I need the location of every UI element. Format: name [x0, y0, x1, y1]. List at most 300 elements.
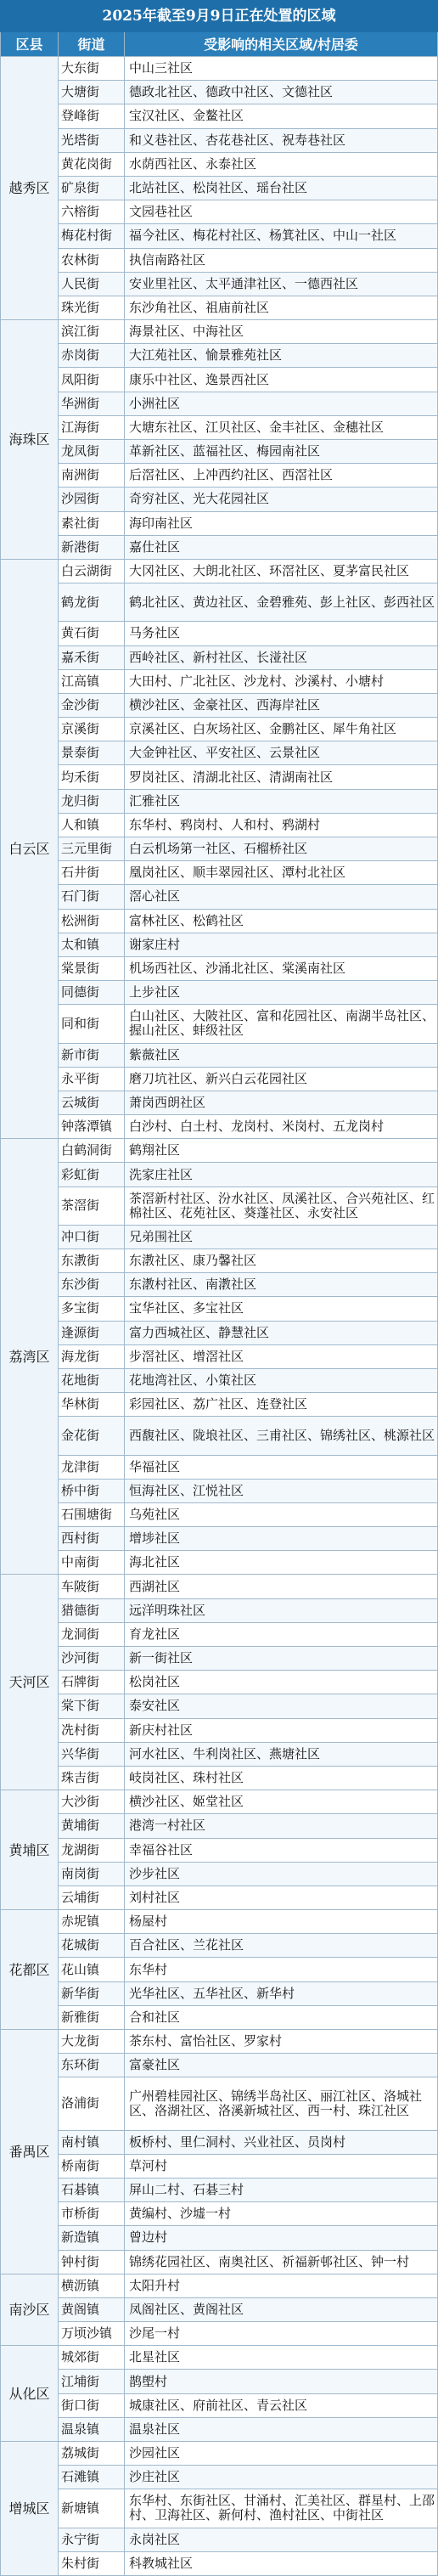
table-row: [1, 511, 438, 535]
affected-areas-cell: 兄弟围社区: [125, 1225, 438, 1249]
affected-areas-cell: 华福社区: [125, 1455, 438, 1479]
table-row: [1, 1163, 438, 1187]
table-row: [1, 2154, 438, 2178]
street-cell: 龙凤街: [59, 440, 125, 464]
street-cell: 农林街: [59, 248, 125, 272]
affected-areas-cell: 新庆村社区: [125, 1718, 438, 1742]
street-cell: 均禾街: [59, 765, 125, 789]
table-row: [1, 488, 438, 511]
affected-areas-cell: 北站社区、松岗社区、瑶台社区: [125, 176, 438, 200]
affected-areas-cell: 合和社区: [125, 2005, 438, 2029]
affected-areas-cell: 水荫西社区、永泰社区: [125, 152, 438, 176]
table-row: [1, 1393, 438, 1417]
street-cell: 江高镇: [59, 669, 125, 693]
street-cell: 多宝街: [59, 1297, 125, 1321]
street-cell: 人民街: [59, 272, 125, 296]
street-cell: 同德街: [59, 981, 125, 1005]
street-cell: 龙湖街: [59, 1838, 125, 1862]
table-row: [1, 1502, 438, 1526]
street-cell: 松洲街: [59, 909, 125, 933]
affected-areas-cell: 罗岗社区、清湖北社区、清湖南社区: [125, 765, 438, 789]
affected-areas-cell: 海印南社区: [125, 511, 438, 535]
table-row: [1, 535, 438, 559]
street-cell: 钟村街: [59, 2250, 125, 2274]
street-cell: 桥南街: [59, 2154, 125, 2178]
table-row: [1, 1417, 438, 1455]
street-cell: 嘉禾街: [59, 645, 125, 669]
table-row: [1, 296, 438, 319]
affected-areas-cell: 磨刀坑社区、新兴白云花园社区: [125, 1067, 438, 1091]
street-cell: 华洲街: [59, 392, 125, 415]
street-cell: 江海街: [59, 415, 125, 439]
district-cell: 天河区: [1, 1575, 59, 1790]
affected-areas-cell: 机场西社区、沙涌北社区、棠溪南社区: [125, 956, 438, 980]
affected-areas-cell: 紫薇社区: [125, 1043, 438, 1067]
affected-areas-cell: 中山三社区: [125, 57, 438, 81]
affected-areas-cell: 彩园社区、荔广社区、连登社区: [125, 1393, 438, 1417]
street-cell: 彩虹街: [59, 1163, 125, 1187]
table-row: [1, 1910, 438, 1934]
affected-areas-cell: 大塘东社区、江贝社区、金丰社区、金穗社区: [125, 415, 438, 439]
affected-areas-cell: 洗家庄社区: [125, 1163, 438, 1187]
street-cell: 太和镇: [59, 933, 125, 956]
table-row: [1, 1671, 438, 1694]
street-cell: 石围塘街: [59, 1502, 125, 1526]
street-cell: 鹤龙街: [59, 583, 125, 622]
table-row: [1, 200, 438, 224]
affected-areas-cell: 西湖社区: [125, 1575, 438, 1598]
street-cell: 景泰街: [59, 741, 125, 765]
street-cell: 光塔街: [59, 128, 125, 152]
affected-areas-cell: 鹤翔社区: [125, 1139, 438, 1163]
street-cell: 猎德街: [59, 1598, 125, 1622]
street-cell: 登峰街: [59, 104, 125, 128]
affected-areas-cell: 马务社区: [125, 622, 438, 645]
table-row: [1, 1598, 438, 1622]
table-row: [1, 1321, 438, 1344]
street-cell: 东沙街: [59, 1273, 125, 1297]
table-row: [1, 415, 438, 439]
affected-areas-cell: 鹤北社区、黄边社区、金碧雅苑、彭上社区、彭西社区: [125, 583, 438, 622]
affected-areas-cell: 小洲社区: [125, 392, 438, 415]
street-cell: 花山镇: [59, 1958, 125, 1981]
table-row: [1, 81, 438, 104]
affected-areas-cell: 锦绣花园社区、南奥社区、祈福新邨社区、钟一村: [125, 2250, 438, 2274]
table-row: [1, 2489, 438, 2528]
district-cell: 花都区: [1, 1910, 59, 2030]
table-row: [1, 645, 438, 669]
affected-areas-cell: 嘉仕社区: [125, 535, 438, 559]
table-row: [1, 2226, 438, 2250]
table-row: [1, 559, 438, 583]
street-cell: 兴华街: [59, 1742, 125, 1766]
table-row: [1, 693, 438, 717]
street-cell: 永宁街: [59, 2528, 125, 2551]
affected-areas-cell: 东华村、鸦岗村、人和村、鸦湖村: [125, 813, 438, 837]
affected-areas-cell: 科教城社区: [125, 2551, 438, 2575]
table-row: [1, 885, 438, 909]
affected-areas-cell: 沙尾一村: [125, 2322, 438, 2346]
table-row: [1, 1575, 438, 1598]
affected-areas-cell: 远洋明珠社区: [125, 1598, 438, 1622]
district-cell: 番禺区: [1, 2030, 59, 2274]
affected-areas-cell: 温泉社区: [125, 2417, 438, 2441]
affected-areas-cell: 乌苑社区: [125, 1502, 438, 1526]
table-row: [1, 789, 438, 813]
table-row: [1, 1455, 438, 1479]
affected-areas-cell: 沙步社区: [125, 1862, 438, 1885]
street-cell: 城郊街: [59, 2346, 125, 2370]
affected-areas-cell: 和义巷社区、杏花巷社区、祝寿巷社区: [125, 128, 438, 152]
street-cell: 沙河街: [59, 1647, 125, 1671]
street-cell: 西村街: [59, 1527, 125, 1551]
affected-areas-cell: 执信南路社区: [125, 248, 438, 272]
table-row: [1, 933, 438, 956]
table-row: [1, 272, 438, 296]
table-row: [1, 1718, 438, 1742]
affected-areas-cell: 广州碧桂园社区、锦绣半岛社区、丽江社区、洛城社区、洛湖社区、洛溪新城社区、西一村、珠江社区: [125, 2077, 438, 2130]
street-cell: 矿泉街: [59, 176, 125, 200]
affected-areas-cell: 白山社区、大陂社区、富和花园社区、南湖半岛社区、握山社区、蚌级社区: [125, 1005, 438, 1043]
table-row: [1, 368, 438, 392]
street-cell: 江埔街: [59, 2370, 125, 2393]
table-row: [1, 765, 438, 789]
street-cell: 云城街: [59, 1091, 125, 1114]
street-cell: 京溪街: [59, 718, 125, 741]
affected-areas-cell: 奇穷社区、光大花园社区: [125, 488, 438, 511]
affected-areas-cell: 大江苑社区、愉景雅苑社区: [125, 344, 438, 368]
street-cell: 新港街: [59, 535, 125, 559]
table-row: [1, 1958, 438, 1981]
street-cell: 钟落潭镇: [59, 1115, 125, 1139]
affected-areas-cell: 大金钟社区、平安社区、云景社区: [125, 741, 438, 765]
affected-areas-cell: 屏山二村、石碁三村: [125, 2178, 438, 2201]
table-row: [1, 57, 438, 81]
table-row: [1, 813, 438, 837]
street-cell: 新华街: [59, 1981, 125, 2005]
affected-areas-cell: 萧岗西朗社区: [125, 1091, 438, 1114]
street-cell: 黄阁镇: [59, 2297, 125, 2321]
table-row: [1, 2077, 438, 2130]
table-row: [1, 718, 438, 741]
affected-areas-cell: 沙园社区: [125, 2442, 438, 2466]
street-cell: 石井街: [59, 861, 125, 885]
street-cell: 大塘街: [59, 81, 125, 104]
street-cell: 黄花岗街: [59, 152, 125, 176]
table-row: [1, 1249, 438, 1273]
street-cell: 凤阳街: [59, 368, 125, 392]
street-cell: 洛浦街: [59, 2077, 125, 2130]
affected-areas-cell: 京溪社区、白灰场社区、金鹏社区、犀牛角社区: [125, 718, 438, 741]
table-row: [1, 1694, 438, 1718]
affected-areas-cell: 东华村: [125, 1958, 438, 1981]
table-row: [1, 1814, 438, 1838]
table-row: [1, 344, 438, 368]
affected-areas-cell: 茶东村、富怡社区、罗家村: [125, 2030, 438, 2054]
table-row: [1, 2528, 438, 2551]
affected-areas-cell: 黄编村、沙墟一村: [125, 2202, 438, 2226]
affected-areas-cell: 福今社区、梅花村社区、杨箕社区、中山一社区: [125, 224, 438, 248]
affected-areas-cell: 东沙角社区、祖庙前社区: [125, 296, 438, 319]
affected-areas-cell: 鹊塱村: [125, 2370, 438, 2393]
street-cell: 石牌街: [59, 1671, 125, 1694]
street-cell: 黄石街: [59, 622, 125, 645]
table-row: [1, 956, 438, 980]
street-cell: 新造镇: [59, 2226, 125, 2250]
table-row: [1, 2551, 438, 2575]
table-row: [1, 2322, 438, 2346]
table-row: [1, 1091, 438, 1114]
affected-areas-cell: 滘心社区: [125, 885, 438, 909]
table-row: [1, 837, 438, 861]
table-row: [1, 1862, 438, 1885]
affected-areas-cell: 横沙社区、姬堂社区: [125, 1790, 438, 1814]
table-row: [1, 1981, 438, 2005]
street-cell: 金花街: [59, 1417, 125, 1455]
table-row: [1, 2202, 438, 2226]
table-row: [1, 1067, 438, 1091]
affected-areas-cell: 城康社区、府前社区、青云社区: [125, 2393, 438, 2417]
table-row: [1, 1790, 438, 1814]
street-cell: 白云湖街: [59, 559, 125, 583]
street-cell: 龙津街: [59, 1455, 125, 1479]
affected-areas-cell: 增埗社区: [125, 1527, 438, 1551]
street-cell: 黄埔街: [59, 1814, 125, 1838]
affected-areas-cell: 凰岗社区、顺丰翠园社区、潭村北社区: [125, 861, 438, 885]
district-cell: 荔湾区: [1, 1139, 59, 1575]
street-cell: 人和镇: [59, 813, 125, 837]
affected-areas-cell: 东漖社区、康乃馨社区: [125, 1249, 438, 1273]
affected-areas-cell: 刘村社区: [125, 1885, 438, 1909]
table-row: [1, 176, 438, 200]
table-row: [1, 1622, 438, 1646]
affected-areas-cell: 革新社区、蓝福社区、梅园南社区: [125, 440, 438, 464]
affected-areas-cell: 河水社区、牛利岗社区、燕塘社区: [125, 1742, 438, 1766]
street-cell: 冼村街: [59, 1718, 125, 1742]
street-cell: 荔城街: [59, 2442, 125, 2466]
street-cell: 东环街: [59, 2054, 125, 2077]
affected-areas-cell: 富豪社区: [125, 2054, 438, 2077]
affected-areas-cell: 安业里社区、太平通津社区、一德西社区: [125, 272, 438, 296]
table-row: [1, 2030, 438, 2054]
affected-areas-cell: 沙庄社区: [125, 2466, 438, 2489]
table-row: [1, 2370, 438, 2393]
street-cell: 华林街: [59, 1393, 125, 1417]
table-row: [1, 128, 438, 152]
affected-areas-cell: 大田村、广北社区、沙龙村、沙溪村、小塘村: [125, 669, 438, 693]
table-row: [1, 981, 438, 1005]
street-cell: 赤坭镇: [59, 1910, 125, 1934]
affected-areas-cell: 北星社区: [125, 2346, 438, 2370]
affected-areas-cell: 草河村: [125, 2154, 438, 2178]
affected-areas-cell: 东漖村社区、南漖社区: [125, 1273, 438, 1297]
street-cell: 沙园街: [59, 488, 125, 511]
column-header-street: 街道: [59, 32, 125, 57]
table-row: [1, 2274, 438, 2297]
district-cell: 海珠区: [1, 320, 59, 560]
affected-areas-cell: 海景社区、中海社区: [125, 320, 438, 344]
district-cell: 增城区: [1, 2442, 59, 2576]
table-row: [1, 2054, 438, 2077]
table-row: [1, 2178, 438, 2201]
affected-areas-cell: 西馥社区、陇埌社区、三甫社区、锦绣社区、桃源社区: [125, 1417, 438, 1455]
affected-areas-cell: 曾边村: [125, 2226, 438, 2250]
table-title: 2025年截至9月9日正在处置的区域: [1, 1, 438, 32]
street-cell: 滨江街: [59, 320, 125, 344]
affected-areas-cell: 步滘社区、增滘社区: [125, 1344, 438, 1368]
street-cell: 温泉镇: [59, 2417, 125, 2441]
table-row: [1, 1005, 438, 1043]
street-cell: 逢源街: [59, 1321, 125, 1344]
street-cell: 同和街: [59, 1005, 125, 1043]
table-body: [1, 57, 438, 2576]
street-cell: 六榕街: [59, 200, 125, 224]
table-row: [1, 669, 438, 693]
affected-areas-cell: 宝汉社区、金鳌社区: [125, 104, 438, 128]
table-row: [1, 2393, 438, 2417]
street-cell: 中南街: [59, 1551, 125, 1575]
affected-areas-cell: 育龙社区: [125, 1622, 438, 1646]
affected-areas-cell: 谢家庄村: [125, 933, 438, 956]
street-cell: 新市街: [59, 1043, 125, 1067]
table-row: [1, 464, 438, 488]
table-row: [1, 1742, 438, 1766]
affected-areas-cell: 岐岗社区、珠村社区: [125, 1766, 438, 1790]
table-row: [1, 2005, 438, 2029]
column-header-areas: 受影响的相关区域/村居委: [125, 32, 438, 57]
street-cell: 茶滘街: [59, 1187, 125, 1225]
affected-areas-cell: 德政北社区、德政中社区、文德社区: [125, 81, 438, 104]
street-cell: 棠下街: [59, 1694, 125, 1718]
table-row: [1, 1368, 438, 1392]
table-row: [1, 392, 438, 415]
street-cell: 赤岗街: [59, 344, 125, 368]
affected-areas-cell: 杨屋村: [125, 1910, 438, 1934]
street-cell: 横沥镇: [59, 2274, 125, 2297]
affected-areas-cell: 富力西城社区、静慧社区: [125, 1321, 438, 1344]
affected-areas-cell: 后滘社区、上冲西约社区、西滘社区: [125, 464, 438, 488]
table-row: [1, 2297, 438, 2321]
affected-areas-cell: 大冈社区、大朗北社区、环滘社区、夏茅富民社区: [125, 559, 438, 583]
street-cell: 车陂街: [59, 1575, 125, 1598]
street-cell: 大龙街: [59, 2030, 125, 2054]
street-cell: 南村镇: [59, 2130, 125, 2154]
table-row: [1, 1766, 438, 1790]
street-cell: 棠景街: [59, 956, 125, 980]
affected-areas-cell: 板桥村、里仁洞村、兴业社区、员岗村: [125, 2130, 438, 2154]
affected-areas-cell: 新一街社区: [125, 1647, 438, 1671]
table-row: [1, 2250, 438, 2274]
street-cell: 海龙街: [59, 1344, 125, 1368]
street-cell: 大东街: [59, 57, 125, 81]
street-cell: 素社街: [59, 511, 125, 535]
street-cell: 龙洞街: [59, 1622, 125, 1646]
table-row: [1, 1838, 438, 1862]
affected-areas-cell: 百合社区、兰花社区: [125, 1934, 438, 1958]
street-cell: 市桥街: [59, 2202, 125, 2226]
affected-areas-cell: 横沙社区、金豪社区、西海岸社区: [125, 693, 438, 717]
street-cell: 珠吉街: [59, 1766, 125, 1790]
table-row: [1, 152, 438, 176]
table-row: [1, 1187, 438, 1225]
affected-areas-cell: 富林社区、松鹤社区: [125, 909, 438, 933]
street-cell: 街口街: [59, 2393, 125, 2417]
table-row: [1, 1527, 438, 1551]
affected-areas-cell: 泰安社区: [125, 1694, 438, 1718]
affected-areas-cell: 永岗社区: [125, 2528, 438, 2551]
affected-areas-cell: 上步社区: [125, 981, 438, 1005]
affected-areas-cell: 太阳升村: [125, 2274, 438, 2297]
table-row: [1, 1297, 438, 1321]
table-row: [1, 248, 438, 272]
table-row: [1, 1344, 438, 1368]
table-row: [1, 224, 438, 248]
district-cell: 白云区: [1, 559, 59, 1138]
street-cell: 新塘镇: [59, 2489, 125, 2528]
affected-areas-cell: 海北社区: [125, 1551, 438, 1575]
affected-areas-cell: 西岭社区、新村社区、长湴社区: [125, 645, 438, 669]
street-cell: 花地街: [59, 1368, 125, 1392]
table-row: [1, 1139, 438, 1163]
street-cell: 朱村街: [59, 2551, 125, 2575]
table-row: [1, 2466, 438, 2489]
table-row: [1, 2346, 438, 2370]
table-row: [1, 1115, 438, 1139]
affected-areas-cell: 汇雅社区: [125, 789, 438, 813]
table-row: [1, 2417, 438, 2441]
street-cell: 南岗街: [59, 1862, 125, 1885]
district-cell: 南沙区: [1, 2274, 59, 2346]
street-cell: 白鹤洞街: [59, 1139, 125, 1163]
street-cell: 云埔街: [59, 1885, 125, 1909]
street-cell: 珠光街: [59, 296, 125, 319]
street-cell: 花城街: [59, 1934, 125, 1958]
table-row: [1, 1043, 438, 1067]
district-cell: 从化区: [1, 2346, 59, 2442]
table-row: [1, 741, 438, 765]
table-row: [1, 104, 438, 128]
affected-areas-cell: 港湾一村社区: [125, 1814, 438, 1838]
street-cell: 桥中街: [59, 1479, 125, 1502]
street-cell: 三元里街: [59, 837, 125, 861]
street-cell: 永平街: [59, 1067, 125, 1091]
affected-areas-cell: 花地湾社区、小策社区: [125, 1368, 438, 1392]
street-cell: 大沙街: [59, 1790, 125, 1814]
table-row: [1, 909, 438, 933]
table-row: [1, 2130, 438, 2154]
table-row: [1, 1934, 438, 1958]
street-cell: 冲口街: [59, 1225, 125, 1249]
column-header-district: 区县: [1, 32, 59, 57]
affected-areas-cell: 白云机场第一社区、石榴桥社区: [125, 837, 438, 861]
affected-areas-cell: 东华村、东街社区、甘涌村、汇美社区、群星村、上邵村、卫海社区、新何村、渔村社区、中街社区: [125, 2489, 438, 2528]
table-row: [1, 1551, 438, 1575]
table-row: [1, 1479, 438, 1502]
district-cell: 越秀区: [1, 57, 59, 320]
table-row: [1, 583, 438, 622]
table-row: [1, 1885, 438, 1909]
affected-areas-cell: 茶滘新村社区、汾水社区、凤溪社区、合兴苑社区、红棉社区、花苑社区、葵蓬社区、永安社区: [125, 1187, 438, 1225]
affected-areas-cell: 宝华社区、多宝社区: [125, 1297, 438, 1321]
affected-areas-cell: 光华社区、五华社区、新华村: [125, 1981, 438, 2005]
table-row: [1, 1225, 438, 1249]
table-row: [1, 622, 438, 645]
affected-areas-cell: 文园巷社区: [125, 200, 438, 224]
affected-areas-cell: 凤阁社区、黄阁社区: [125, 2297, 438, 2321]
table-row: [1, 2442, 438, 2466]
table-row: [1, 440, 438, 464]
affected-areas-cell: 康乐中社区、逸景西社区: [125, 368, 438, 392]
